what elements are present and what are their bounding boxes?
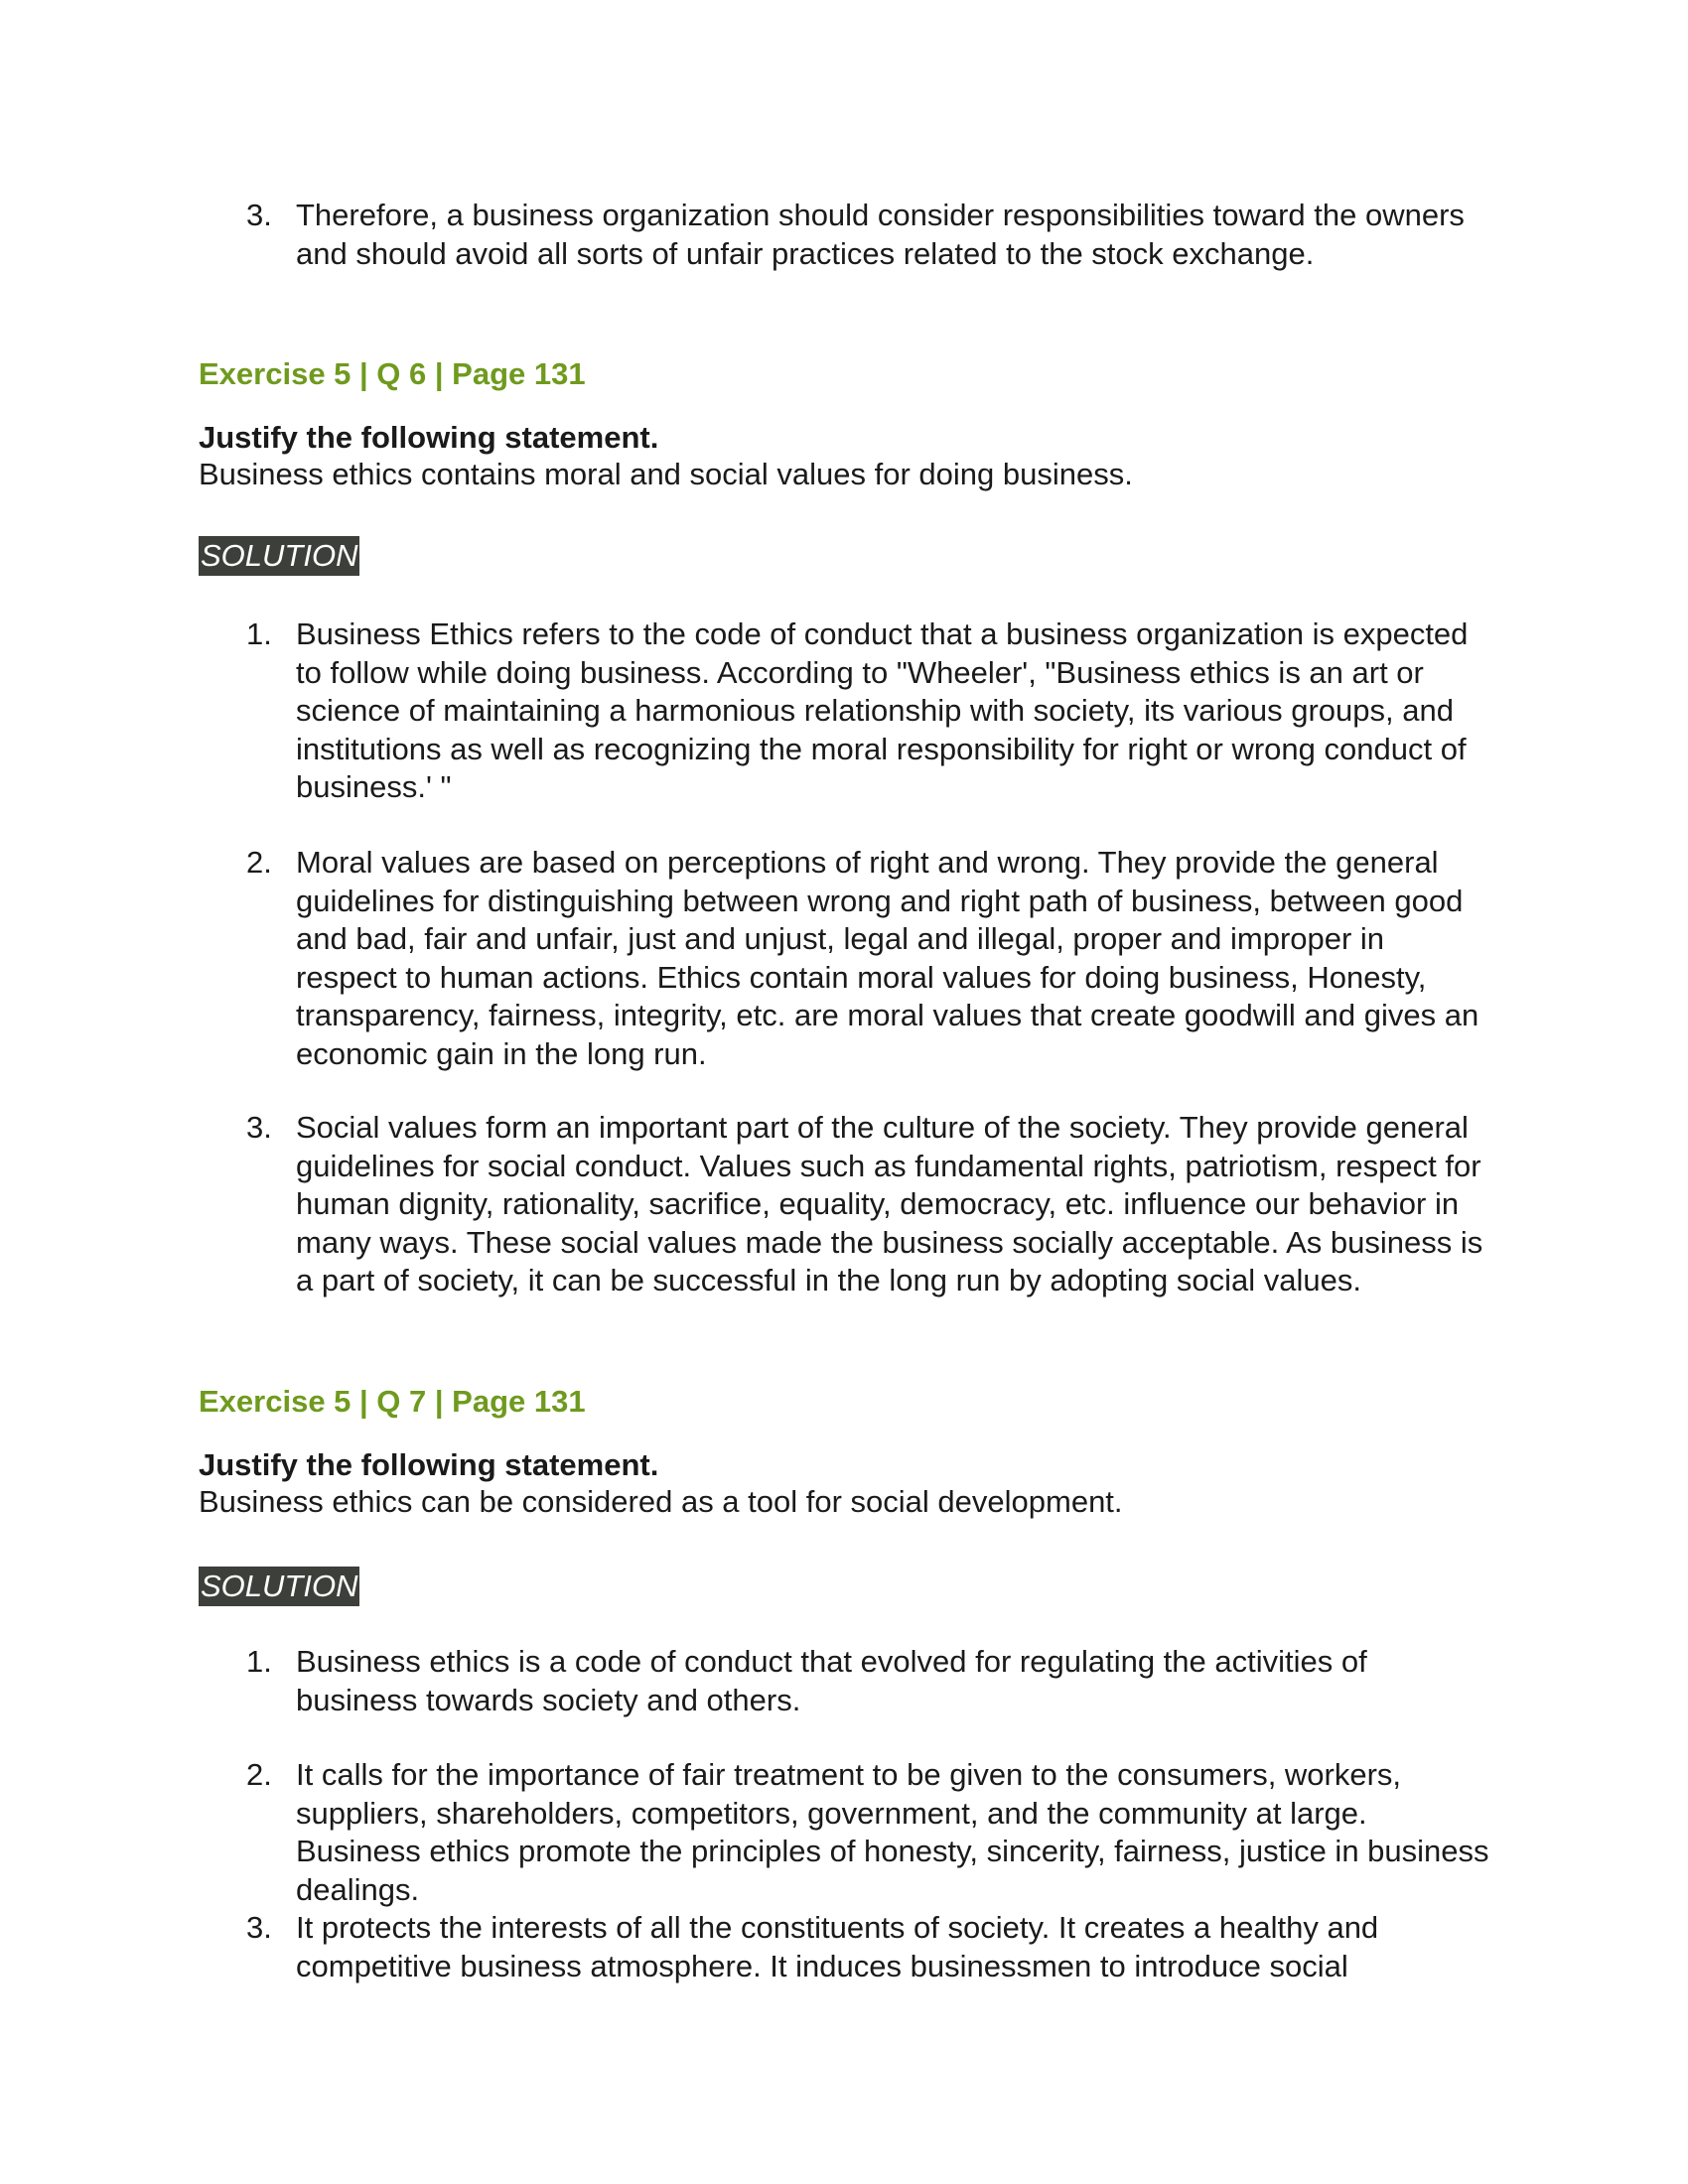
solution-label-q6-wrap bbox=[199, 536, 1489, 576]
question-statement-q6: Business ethics contains moral and social values for doing business. bbox=[199, 457, 1133, 491]
solution-list-q7-item3 bbox=[199, 1909, 1489, 1985]
list-item bbox=[199, 844, 1489, 1073]
question-title-q7: Justify the following statement. bbox=[199, 1447, 659, 1482]
list-text: Business Ethics refers to the code of conduct that a business organization is expected to follow while doing business. According to "Wheeler', "Business ethics is an art or science of maintaining a harmonious relationship with society, its various groups, and institutions as well as recognizing the moral responsibility for right or wrong conduct of business.' " bbox=[296, 616, 1469, 804]
list-number: 1. bbox=[246, 616, 272, 651]
solution-list-q6 bbox=[199, 615, 1489, 807]
list-number: 1. bbox=[246, 1644, 272, 1679]
solution-label-q7-wrap bbox=[199, 1567, 1489, 1606]
question-title-q6: Justify the following statement. bbox=[199, 420, 659, 455]
list-number: 3. bbox=[246, 198, 272, 232]
list-item bbox=[199, 1756, 1489, 1909]
list-item bbox=[199, 1909, 1489, 1985]
list-text: Therefore, a business organization should consider responsibilities toward the owners and should avoid all sorts of unfair practices related to the stock exchange. bbox=[296, 198, 1465, 271]
list-number: 3. bbox=[246, 1110, 272, 1145]
solution-list-q6-item2 bbox=[199, 844, 1489, 1073]
list-number: 2. bbox=[246, 845, 272, 880]
list-number: 3. bbox=[246, 1910, 272, 1945]
list-item bbox=[199, 1109, 1489, 1300]
list-text: Social values form an important part of the culture of the society. They provide general guidelines for social conduct. Values such as fundamental rights, patriotism, respect for human dignity, rationality, sacrifice, equality, democracy, etc. influence our behavior in many ways. These social values made the business socially acceptable. As business is a part of society, it can be successful in the long run by adopting social values. bbox=[296, 1110, 1483, 1297]
list-text: Moral values are based on perceptions of right and wrong. They provide the general guidelines for distinguishing between wrong and right path of business, between good and bad, fair and unfair, just and unjust, legal and illegal, proper and improper in respect to human actions. Ethics contain moral values for doing business, Honesty, transparency, fairness, integrity, etc. are moral values that create goodwill and gives an economic gain in the long run. bbox=[296, 845, 1479, 1071]
list-item bbox=[199, 1643, 1489, 1719]
exercise-heading-q6: Exercise 5 | Q 6 | Page 131 bbox=[199, 356, 586, 391]
solution-list-q7-item2 bbox=[199, 1756, 1489, 1909]
question-statement-q7: Business ethics can be considered as a tool for social development. bbox=[199, 1484, 1123, 1519]
solution-label: SOLUTION bbox=[199, 536, 359, 576]
list-number: 2. bbox=[246, 1757, 272, 1792]
list-item bbox=[199, 615, 1489, 807]
solution-label: SOLUTION bbox=[199, 1567, 359, 1606]
list-text: It protects the interests of all the constituents of society. It creates a healthy and competitive business atmosphere. It induces businessmen to introduce social bbox=[296, 1910, 1379, 1983]
list-item bbox=[199, 197, 1489, 273]
solution-list-q6-item3 bbox=[199, 1109, 1489, 1300]
list-text: Business ethics is a code of conduct that evolved for regulating the activities of business towards society and others. bbox=[296, 1644, 1367, 1717]
exercise-heading-q7: Exercise 5 | Q 7 | Page 131 bbox=[199, 1384, 586, 1419]
list-text: It calls for the importance of fair treatment to be given to the consumers, workers, suppliers, shareholders, competitors, government, and the community at large. Business ethics promote the principles of honesty, sincerity, fairness, justice in business dealings. bbox=[296, 1757, 1489, 1907]
solution-list-q7 bbox=[199, 1643, 1489, 1719]
continued-list bbox=[199, 197, 1489, 273]
